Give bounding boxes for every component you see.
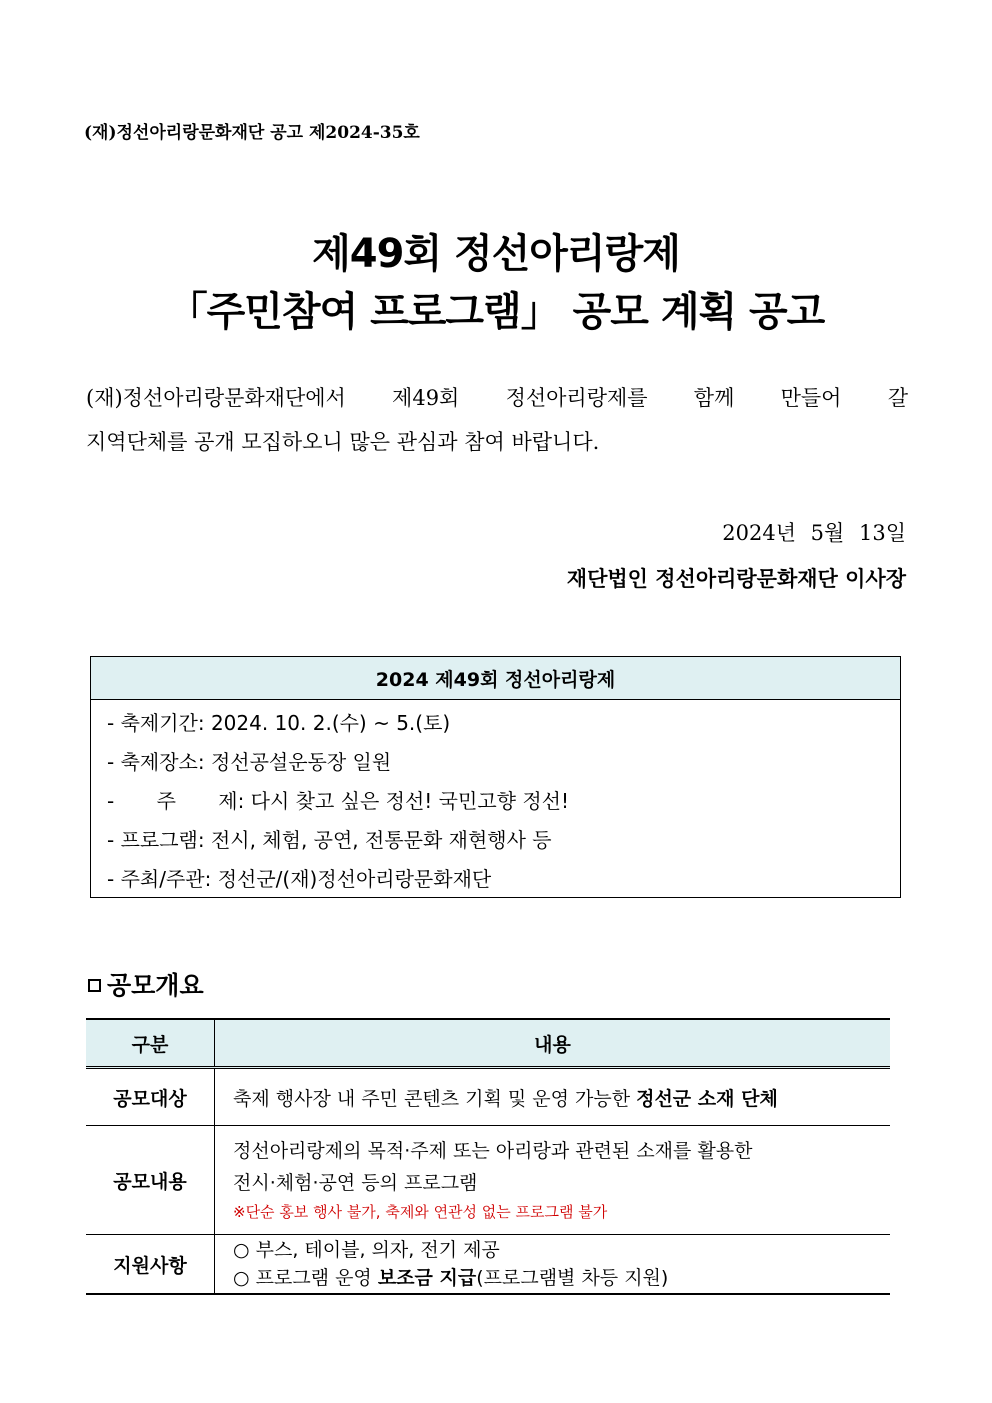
row-value-content bbox=[215, 1126, 891, 1235]
festival-period bbox=[107, 704, 900, 743]
festival-info-heading: 2024 제49회 정선아리랑제 bbox=[91, 657, 900, 700]
festival-venue-label: - 축제장소: bbox=[107, 750, 205, 774]
table-row bbox=[86, 1068, 890, 1126]
header-category: 구분 bbox=[86, 1019, 215, 1068]
intro-line1: (재)정선아리랑문화재단에서 제49회 정선아리랑제를 함께 만들어 갈 bbox=[86, 386, 908, 410]
support-line1: ○ 부스, 테이블, 의자, 전기 제공 bbox=[233, 1239, 500, 1261]
checkbox-square-icon bbox=[88, 979, 101, 992]
support-line2-prefix: ○ 프로그램 운영 bbox=[233, 1267, 378, 1289]
row-value-support bbox=[215, 1235, 891, 1295]
table-row bbox=[86, 1235, 890, 1295]
table-row bbox=[86, 1126, 890, 1235]
page-title-line1: 제49회 정선아리랑제 bbox=[312, 231, 680, 277]
festival-info-list bbox=[91, 700, 900, 899]
festival-venue-value: 정선공설운동장 일원 bbox=[210, 750, 392, 774]
festival-theme-label: - 주 제: bbox=[107, 789, 245, 813]
festival-period-label: - 축제기간: bbox=[107, 711, 205, 735]
festival-program bbox=[107, 821, 900, 860]
section-heading-outline bbox=[88, 966, 204, 1002]
outline-table bbox=[86, 1018, 890, 1295]
festival-theme bbox=[107, 782, 900, 821]
support-line2 bbox=[233, 1264, 889, 1292]
festival-host bbox=[107, 860, 900, 899]
target-text: 축제 행사장 내 주민 콘텐츠 기획 및 운영 가능한 bbox=[233, 1087, 637, 1110]
page-title-line2: 「주민참여 프로그램」 공모 계획 공고 bbox=[167, 289, 825, 335]
festival-host-label: - 주최/주관: bbox=[107, 867, 212, 891]
festival-theme-value: 다시 찾고 싶은 정선! 국민고향 정선! bbox=[250, 789, 569, 813]
festival-program-label: - 프로그램: bbox=[107, 828, 205, 852]
row-label-support: 지원사항 bbox=[86, 1235, 215, 1295]
support-line2-suffix: (프로그램별 차등 지원) bbox=[476, 1267, 669, 1289]
notice-number: (재)정선아리랑문화재단 공고 제2024-35호 bbox=[84, 123, 420, 143]
festival-host-value: 정선군/(재)정선아리랑문화재단 bbox=[217, 867, 492, 891]
festival-period-value: 2024. 10. 2.(수) ~ 5.(토) bbox=[210, 711, 451, 735]
content-note: ※단순 홍보 행사 불가, 축제와 연관성 없는 프로그램 불가 bbox=[233, 1203, 608, 1221]
festival-venue bbox=[107, 743, 900, 782]
festival-program-value: 전시, 체험, 공연, 전통문화 재현행사 등 bbox=[210, 828, 552, 852]
content-line2: 전시·체험·공연 등의 프로그램 bbox=[233, 1172, 478, 1194]
row-value-target bbox=[215, 1068, 891, 1126]
intro-line2: 지역단체를 공개 모집하오니 많은 관심과 참여 바랍니다. bbox=[86, 430, 600, 454]
festival-info-box bbox=[90, 656, 901, 898]
issuer: 재단법인 정선아리랑문화재단 이사장 bbox=[566, 566, 906, 591]
section-heading-text: 공모개요 bbox=[107, 971, 204, 1000]
target-bold-text: 정선군 소재 단체 bbox=[636, 1087, 778, 1110]
row-label-target: 공모대상 bbox=[86, 1068, 215, 1126]
notice-date: 2024년 5월 13일 bbox=[722, 521, 906, 545]
header-content: 내용 bbox=[215, 1019, 891, 1068]
table-header-row bbox=[86, 1019, 890, 1068]
support-line2-bold: 보조금 지급 bbox=[377, 1267, 477, 1289]
row-label-content: 공모내용 bbox=[86, 1126, 215, 1235]
content-line1: 정선아리랑제의 목적·주제 또는 아리랑과 관련된 소재를 활용한 bbox=[233, 1140, 753, 1162]
